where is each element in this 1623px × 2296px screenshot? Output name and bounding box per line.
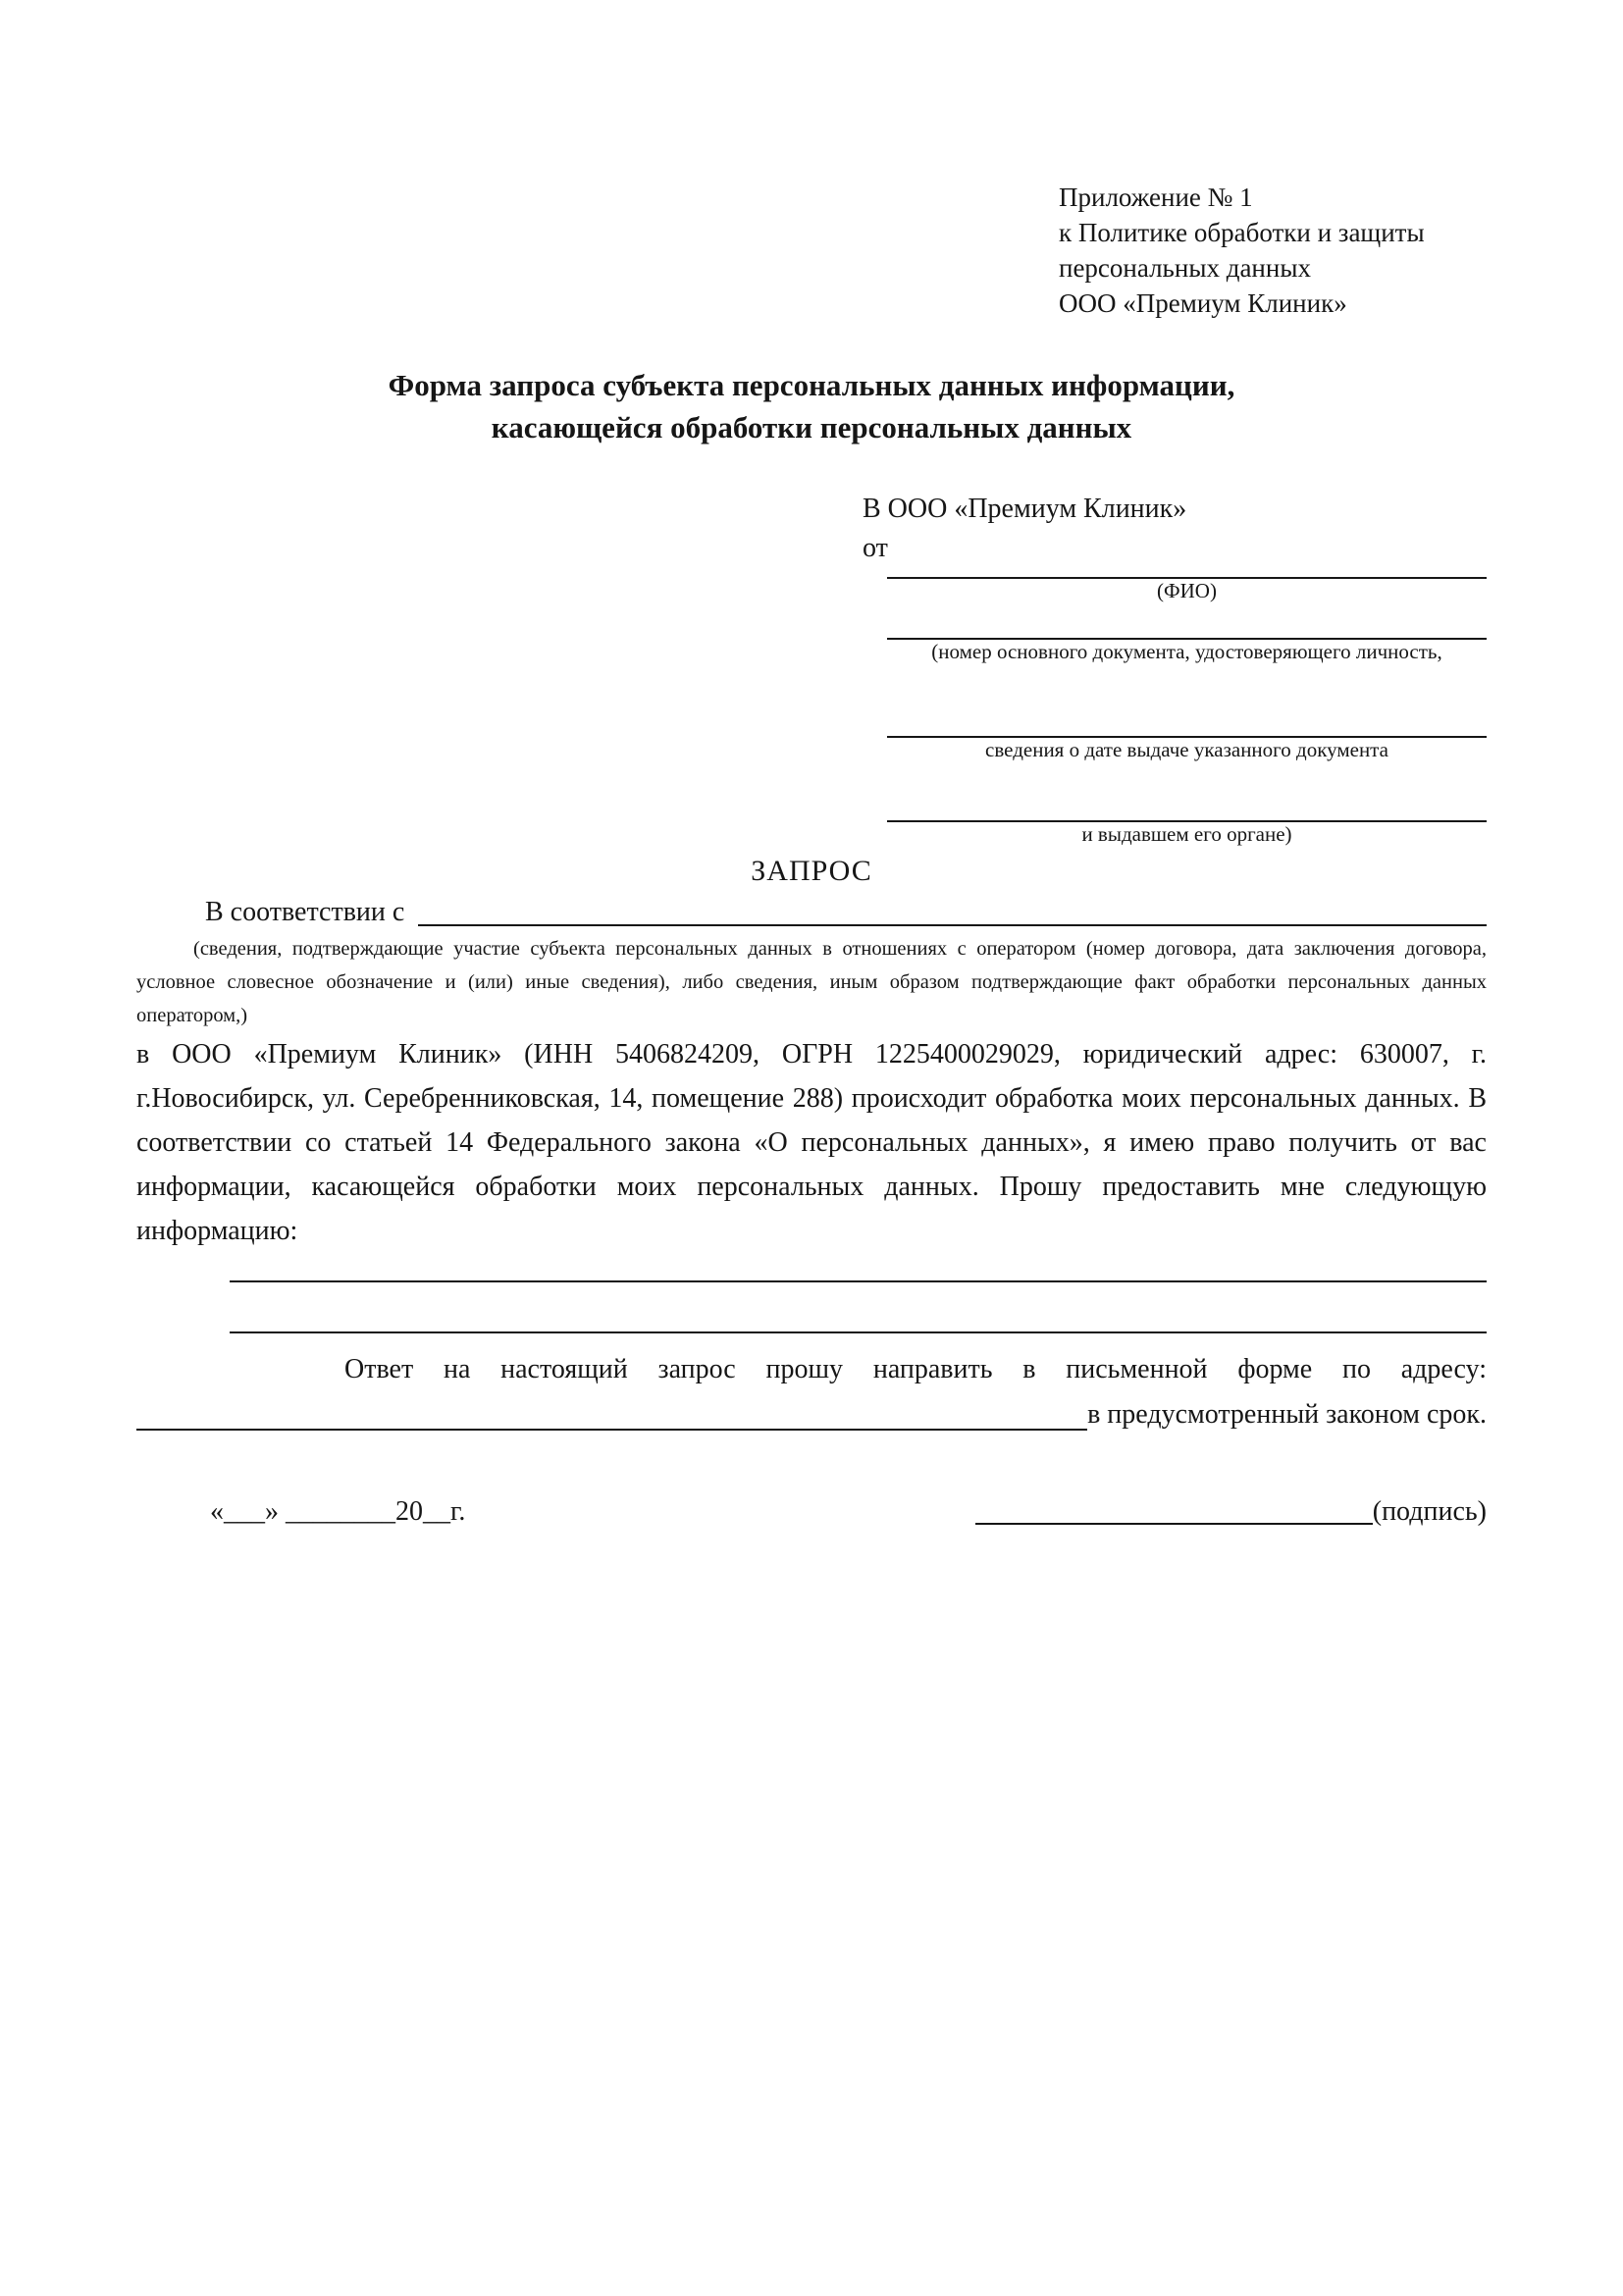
page-title-line1: Форма запроса субъекта персональных данных информации, [388,368,1235,402]
information-blank-line-1 [230,1280,1487,1282]
addressee-block [863,490,1487,846]
appendix-note-line: персональных данных [1059,253,1311,283]
addressee-from: от [863,533,888,563]
reply-deadline-text: в предусмотренный законом срок. [1087,1399,1487,1430]
information-blank-line-2 [230,1331,1487,1333]
reply-address-line [136,1392,1487,1437]
fine-print-note: (сведения, подтверждающие участие субъекта персональных данных в отношениях с оператором (номер договора, дата заключения договора, условное словесное обозначение и (или) иные сведения), либо сведения, иным образом подтверждающие факт обработки персональных данных оператором,) [136,938,1487,1026]
date-blank: «___» ________20__г. [210,1496,466,1527]
signature-blank-line [975,1523,1373,1525]
appendix-note-line: ООО «Премиум Клиник» [1059,288,1347,318]
fio-caption: (ФИО) [1157,579,1217,602]
request-body: в ООО «Премиум Клиник» (ИНН 5406824209, ОГРН 1225400029029, юридический адрес: 630007, г. г.Новосибирск, ул. Серебренниковская, 14, помещение 288) происходит обработка моих персональных данных. В соответствии со статьей 14 Федерального закона «О персональных данных», я имею право получить от вас информации, касающейся обработки моих персональных данных. Прошу предоставить мне следующую информацию: [136,1039,1487,1246]
reply-instruction: Ответ на настоящий запрос прошу направить в письменной форме по адресу: [344,1354,1487,1384]
appendix-note-line: Приложение № 1 [1059,183,1253,212]
appendix-note [1059,180,1487,321]
page-title-line2: касающейся обработки персональных данных [491,410,1132,444]
addressee-to: В ООО «Премиум Клиник» [863,494,1187,524]
accordance-blank-line [418,924,1487,926]
issuing-authority-caption: и выдавшем его органе) [1081,822,1292,846]
document-number-caption: (номер основного документа, удостоверяющего личность, [931,640,1442,663]
page-title [136,364,1487,448]
accordance-label: В соответствии с [205,897,405,927]
signature-row [136,1492,1487,1532]
request-heading: ЗАПРОС [751,855,872,887]
signature-group [975,1492,1487,1532]
signature-caption: (подпись) [1372,1496,1487,1527]
appendix-note-line: к Политике обработки и защиты [1059,218,1425,247]
issue-date-caption: сведения о дате выдаче указанного документа [985,738,1388,761]
accordance-line [136,893,1487,932]
address-blank-line [136,1429,1087,1431]
